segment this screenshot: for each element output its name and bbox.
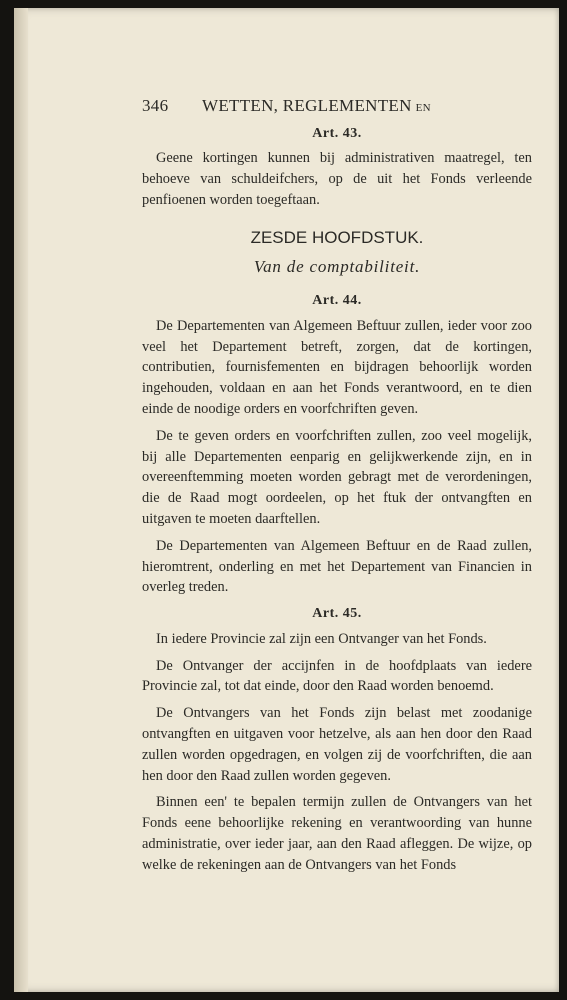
running-title-suffix: EN <box>415 102 431 114</box>
running-header <box>142 96 532 119</box>
article-45-paragraph-4: Binnen een' te bepalen termijn zullen de Ontvangers van het Fonds eene behoorlijke rekening en verantwoording van hunne administratie, over ieder jaar, aan den Raad afleggen. De wijze, op welke de rekeningen aan de Ontvangers van het Fonds <box>142 794 532 873</box>
article-44-paragraph-1: De Departementen van Algemeen Beftuur zullen, ieder voor zoo veel het Departement betreft, zorgen, dat de kortingen, contributien, fournisfementen en bijdragen behoorlijk worden ingehouden, voldaan en aan het Fonds verantwoord, en te dien einde de noodige orders en voorfchriften geven. <box>142 317 532 418</box>
running-title <box>202 96 532 119</box>
page-text <box>142 96 532 882</box>
article-45-paragraph-2: De Ontvanger der accijnfen in de hoofdplaats van iedere Provincie zal, tot dat einde, door den Raad worden benoemd. <box>142 657 532 695</box>
article-45-paragraph-1: In iedere Provincie zal zijn een Ontvanger van het Fonds. <box>156 630 487 647</box>
article-45-heading: Art. 45. <box>312 606 362 622</box>
chapter-subtitle: Van de comptabiliteit. <box>253 256 421 276</box>
chapter-title: ZESDE HOOFDSTUK. <box>250 228 424 248</box>
running-title-main: WETTEN, REGLEMENTEN <box>202 96 412 115</box>
article-45-paragraph-3: De Ontvangers van het Fonds zijn belast met zoodanige ontvangften en uitgaven voor hetzelve, als aan hen door den Raad zullen worden opgedragen, en volgen zij de voorfchriften, die aan hen door den Raad zullen worden gegeven. <box>142 705 532 784</box>
article-43-heading: Art. 43. <box>312 125 362 141</box>
page-gutter <box>14 8 28 992</box>
article-43-paragraph-1: Geene kortingen kunnen bij administrativen maatregel, ten behoeve van schuldeifchers, op de uit het Fonds verleende penfioenen worden toegeftaan. <box>142 150 532 208</box>
article-44-paragraph-2: De te geven orders en voorfchriften zullen, zoo veel mogelijk, bij alle Departementen eenparig en gelijkwerkende zijn, en in overeenftemming moeten worden gebragt met de verordeningen, die de Raad mogt oordeelen, op het ftuk der ontvangften en uitgaven te moeten daarftellen. <box>142 427 532 528</box>
page-number: 346 <box>142 96 169 115</box>
article-44-heading: Art. 44. <box>312 293 362 309</box>
article-44-paragraph-3: De Departementen van Algemeen Beftuur en de Raad zullen, hieromtrent, onderling en met het Departement van Financien in overleg treden. <box>142 537 532 596</box>
